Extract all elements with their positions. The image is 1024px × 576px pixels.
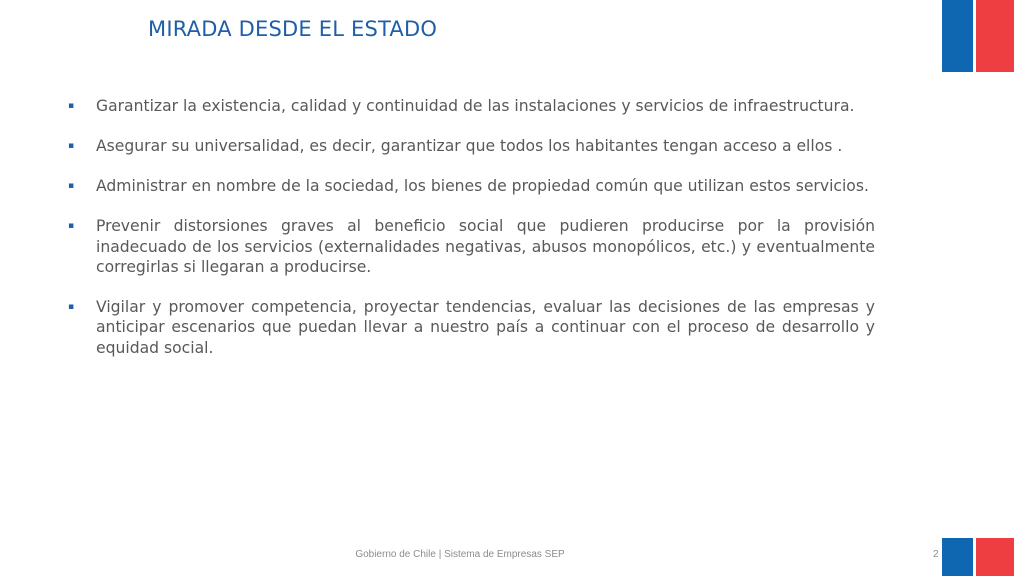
flag-blue-stripe [942, 538, 976, 576]
slide-title: MIRADA DESDE EL ESTADO [148, 17, 438, 41]
page-number: 2 [933, 549, 939, 560]
flag-red-stripe [976, 0, 1014, 72]
bullet-text: Garantizar la existencia, calidad y continuidad de las instalaciones y servicios de infraestructura. [96, 97, 855, 115]
bullet-item [64, 96, 875, 117]
bullet-text: Vigilar y promover competencia, proyectar tendencias, evaluar las decisiones de las empresas y anticipar escenarios que puedan llevar a nuestro país a continuar con el proceso de desarrollo y equidad social. [96, 297, 875, 357]
flag-stripe-bottom-icon [942, 538, 1014, 576]
bullet-list [64, 96, 875, 377]
bullet-square-icon: ▪ [68, 221, 75, 231]
bullet-text: Asegurar su universalidad, es decir, garantizar que todos los habitantes tengan acceso a ellos . [96, 137, 843, 155]
bullet-text: Prevenir distorsiones graves al beneficio social que pudieren producirse por la provisión inadecuado de los servicios (externalidades negativas, abusos monopólicos, etc.) y eventualmente corregirlas si llegaran a producirse. [96, 217, 875, 276]
flag-red-stripe [976, 538, 1014, 576]
flag-blue-stripe [942, 0, 976, 72]
bullet-square-icon: ▪ [68, 101, 75, 111]
bullet-item [64, 136, 875, 157]
bullet-square-icon: ▪ [68, 141, 75, 151]
bullet-item [64, 176, 875, 197]
bullet-item [64, 216, 875, 278]
footer-text: Gobierno de Chile | Sistema de Empresas SEP [355, 549, 565, 560]
bullet-item [64, 297, 875, 359]
bullet-square-icon: ▪ [68, 301, 75, 312]
flag-stripe-top-icon [942, 0, 1014, 72]
bullet-square-icon: ▪ [68, 181, 75, 191]
bullet-text: Administrar en nombre de la sociedad, los bienes de propiedad común que utilizan estos servicios. [96, 177, 869, 195]
